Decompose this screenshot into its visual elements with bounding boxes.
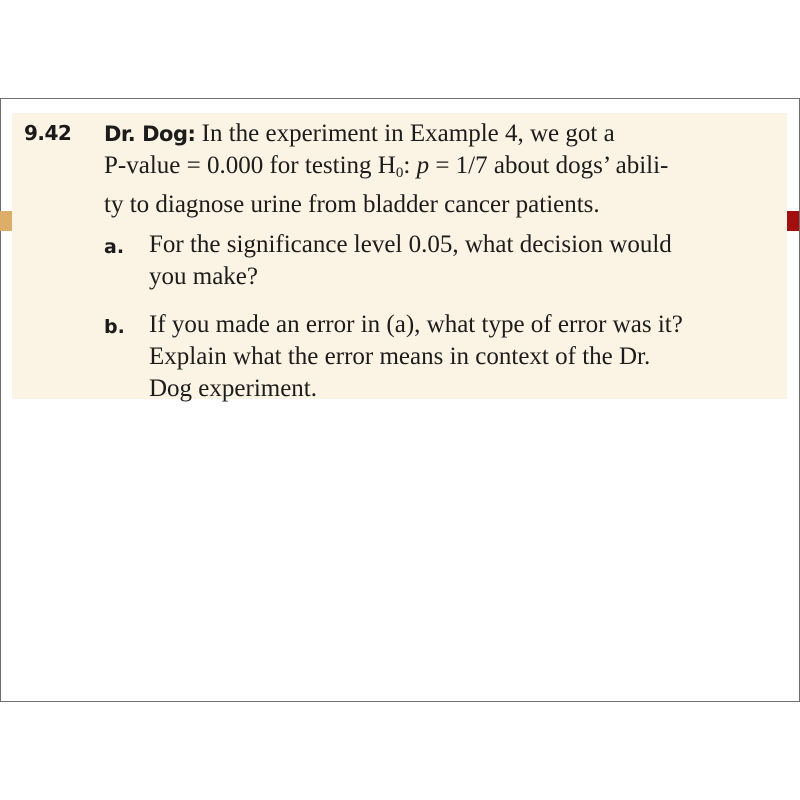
part-b-line-2: Explain what the error means in context of the Dr.: [149, 343, 651, 370]
part-a-label: a.: [104, 236, 125, 258]
stem-line-2: [104, 150, 784, 189]
right-accent-tab: [787, 211, 799, 231]
equals-sign-2: =: [435, 152, 450, 179]
part-b-line-3: Dog experiment.: [149, 375, 318, 402]
part-b-text: [149, 309, 779, 405]
part-b-line-1: If you made an error in (a), what type of error was it?: [149, 311, 683, 338]
problem-title: Dr. Dog:: [104, 122, 196, 146]
part-a-line-1: For the significance level 0.05, what decision would: [149, 231, 672, 258]
left-accent-tab: [0, 211, 12, 231]
part-a-line-2: you make?: [149, 263, 258, 290]
subscript-zero: 0: [395, 165, 404, 181]
problem-number: 9.42: [24, 121, 72, 145]
equals-sign-1: =: [186, 152, 201, 179]
stem-text-2b: 0.000 for testing H: [206, 152, 396, 179]
stem-text-2c: 1/7 about dogs’ abili-: [455, 152, 669, 179]
stem-line-3: ty to diagnose urine from bladder cancer patients.: [104, 191, 600, 218]
stem-line-1: [104, 118, 784, 150]
part-a-text: [149, 229, 779, 293]
variable-p: p: [416, 152, 430, 179]
problem-stem: [104, 118, 784, 221]
stem-text-2a: P-value: [104, 152, 181, 179]
stem-text-1: In the experiment in Example 4, we got a: [201, 120, 615, 147]
colon: :: [403, 152, 411, 179]
part-b-label: b.: [104, 316, 125, 338]
